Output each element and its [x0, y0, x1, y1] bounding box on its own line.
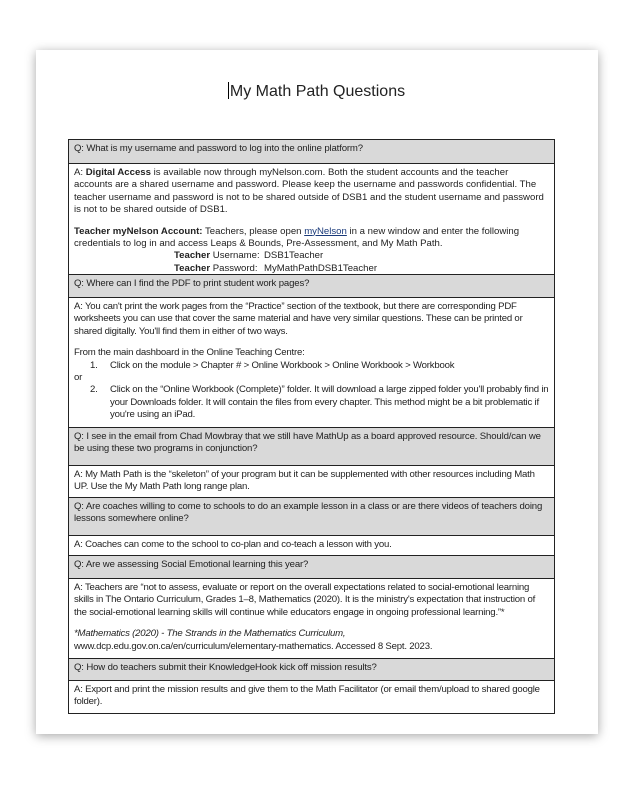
answer-row [69, 297, 554, 427]
question-row [69, 140, 554, 163]
password-line: Teacher Password: MyMathPathDSB1Teacher [174, 262, 378, 274]
faq-table [68, 139, 555, 714]
citation-url: www.dcp.edu.gov.on.ca/en/curriculum/elementary-mathematics. Accessed 8 Sept. 2023. [74, 640, 433, 652]
password-value: MyMathPathDSB1Teacher [264, 262, 378, 274]
document-title[interactable] [0, 82, 633, 101]
question-row [69, 658, 554, 680]
title-text: My Math Path Questions [229, 83, 406, 100]
list-item: 2. Click on the “Online Workbook (Complete)” folder. It will download a large zipped folder you'll probably find in your Downloads folder. It will contain the files from every chapter. This method might be a bit problematic if you're using an iPad. [90, 384, 549, 421]
steps-list [74, 360, 549, 372]
question-text: Q: Where can I find the PDF to print student work pages? [74, 278, 310, 289]
answer-text: A: Coaches can come to the school to co-plan and co-teach a lesson with you. [74, 539, 392, 550]
question-text: Q: What is my username and password to log into the online platform? [74, 143, 363, 154]
list-item: 1. Click on the module > Chapter # > Online Workbook > Online Workbook > Workbook [90, 359, 455, 371]
answer-text: A: Digital Access is available now through myNelson.com. Both the student accounts and the teacher accounts are a shared username and password. Please keep the username and passwords confidential. The teacher username and password is not to be shared outside of DSB1 and the student username and password is not to be shared outside of DSB1. [74, 167, 544, 216]
mynelson-link[interactable]: myNelson [304, 225, 347, 237]
answer-intro: From the main dashboard in the Online Teaching Centre: [74, 347, 305, 359]
username-line: Teacher Username: DSB1Teacher [174, 250, 324, 262]
question-text: Q: Are coaches willing to come to schools to do an example lesson in a class or are there videos of teachers doing lessons somewhere online? [74, 501, 543, 525]
answer-row [69, 578, 554, 658]
text-cursor [228, 82, 229, 99]
question-row [69, 555, 554, 578]
answer-row [69, 680, 554, 713]
username-value: DSB1Teacher [264, 250, 324, 262]
question-text: Q: Are we assessing Social Emotional learning this year? [74, 559, 309, 570]
answer-text: A: Teachers are “not to assess, evaluate or report on the overall expectations related to social-emotional learning skills in The Ontario Curriculum, Grades 1–8, Mathematics (2020). It is the ministry's expectation that instruction of the social-emotional learning skills will continue while educators engage in ongoing professional learning.”* [74, 582, 536, 618]
answer-text: A: Export and print the mission results and give them to the Math Facilitator (or email them/upload to shared google folder). [74, 684, 540, 708]
question-row [69, 274, 554, 297]
question-text: Q: I see in the email from Chad Mowbray that we still have MathUp as a board approved resource. Should/can we be using these two programs in conjunction? [74, 431, 541, 455]
answer-text: A: You can't print the work pages from the “Practice” section of the textbook, but there are corresponding PDF worksheets you can use that cover the same material and have very similar questions. These can be printed or shared digitally. You'll find them in either of two ways. [74, 301, 523, 337]
question-text: Q: How do teachers submit their KnowledgeHook kick off mission results? [74, 662, 377, 673]
answer-row [69, 465, 554, 497]
answer-row [69, 163, 554, 274]
or-text: or [74, 372, 83, 384]
answer-row [69, 535, 554, 555]
question-row [69, 427, 554, 465]
answer-text: A: My Math Path is the “skeleton” of your program but it can be supplemented with other resources including Math UP. Use the My Math Path long range plan. [74, 469, 535, 493]
citation-title: *Mathematics (2020) - The Strands in the Mathematics Curriculum, [74, 628, 346, 640]
question-row [69, 497, 554, 535]
account-text: Teacher myNelson Account: Teachers, please open myNelson in a new window and enter the following credentials to log in and access Leaps & Bounds, Pre-Assessment, and My Math Path. [74, 225, 520, 250]
